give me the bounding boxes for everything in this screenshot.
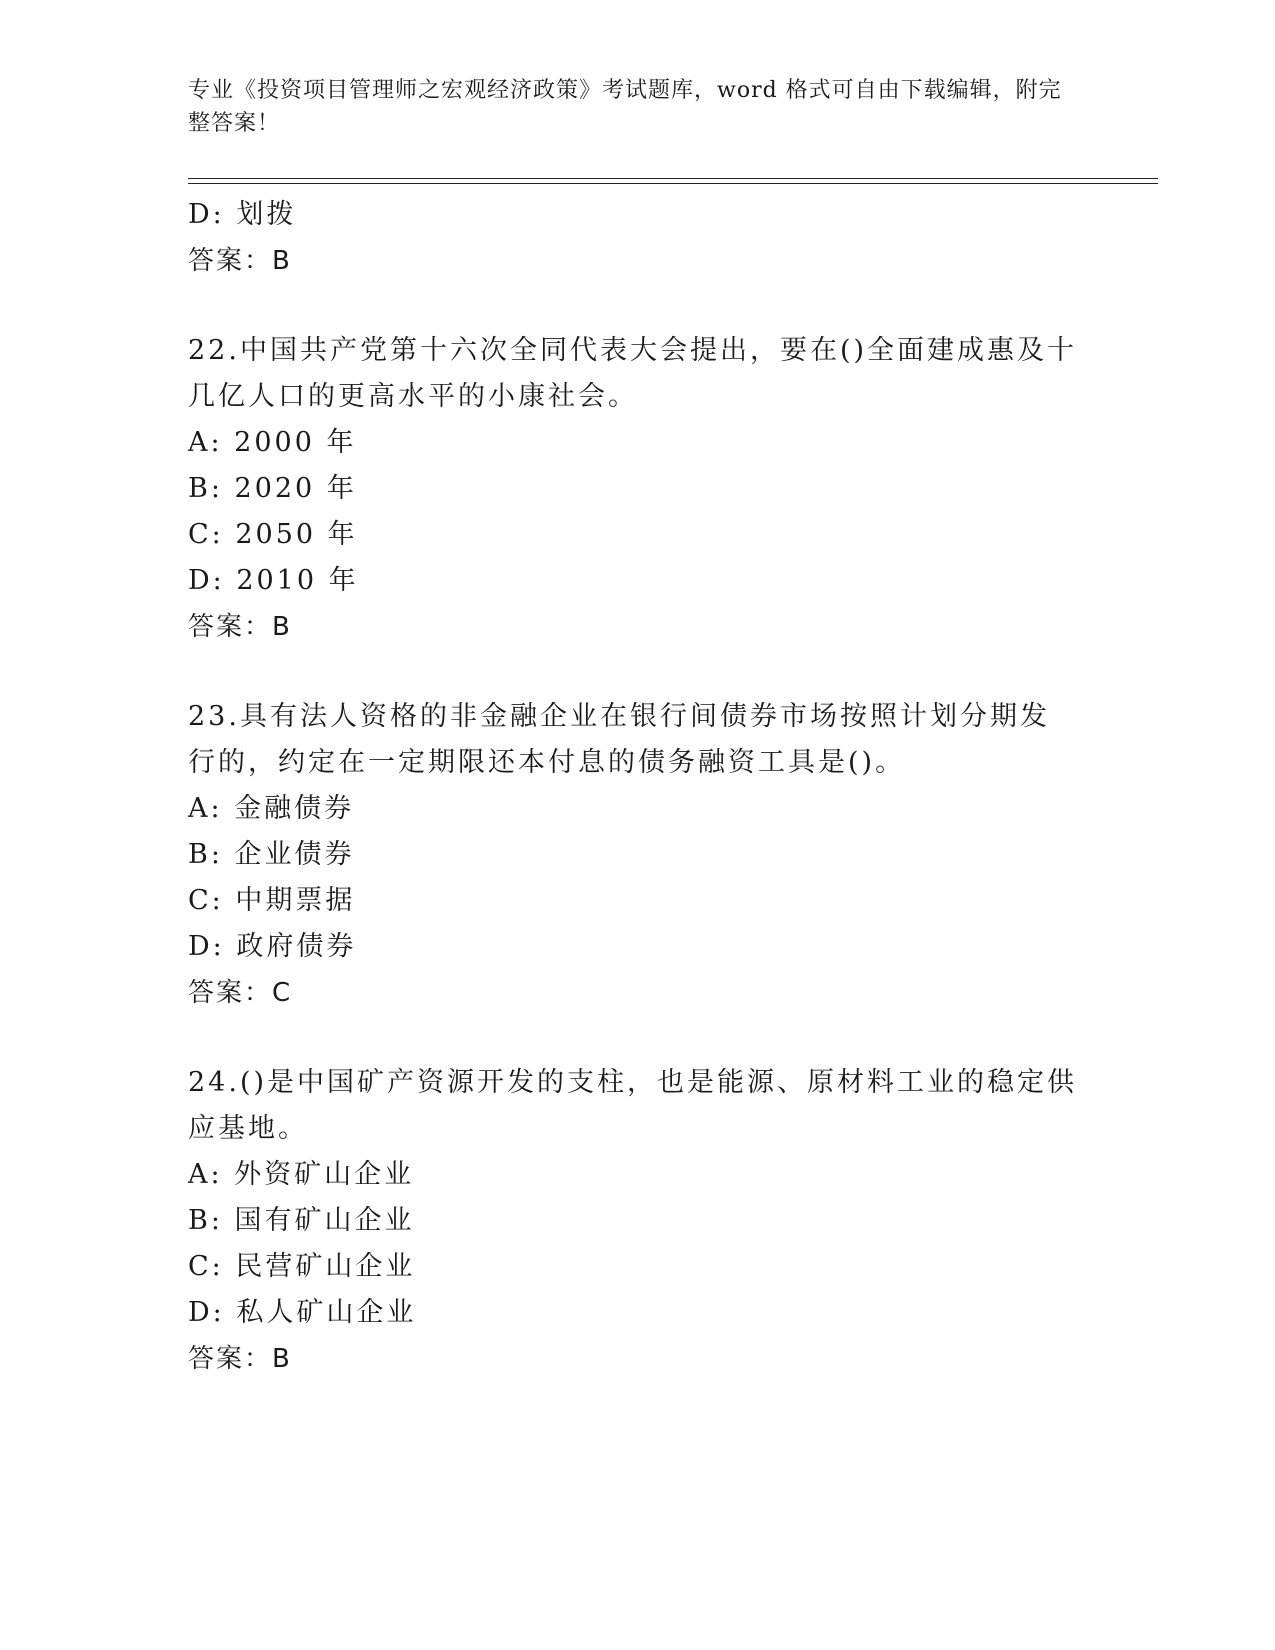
option-a: A: 外资矿山企业: [188, 1159, 415, 1190]
header-divider-top: [188, 178, 1158, 179]
option-c: C: 中期票据: [188, 885, 356, 916]
answer: 答案：B: [188, 246, 292, 276]
option-b: B: 国有矿山企业: [188, 1205, 415, 1236]
question-stem: 23.具有法人资格的非金融企业在银行间债券市场按照计划分期发行的，约定在一定期限还本付息的债务融资工具是()。: [188, 701, 1050, 778]
question-stem: 24.()是中国矿产资源开发的支柱，也是能源、原材料工业的稳定供应基地。: [188, 1067, 1078, 1144]
option-b: B: 2020 年: [188, 473, 357, 504]
answer: 答案：C: [188, 978, 293, 1008]
option-b: B: 企业债券: [188, 839, 355, 870]
option-c: C: 2050 年: [188, 519, 358, 550]
document-header: 专业《投资项目管理师之宏观经济政策》考试题库，word 格式可自由下载编辑，附完整答案！: [188, 78, 1062, 136]
option-d: D: 私人矿山企业: [188, 1297, 417, 1328]
answer: 答案：B: [188, 612, 292, 642]
option-d: D: 政府债券: [188, 931, 357, 962]
question-stem: 22.中国共产党第十六次全同代表大会提出，要在()全面建成惠及十几亿人口的更高水平的小康社会。: [188, 335, 1078, 412]
header-divider-bottom: [188, 183, 1158, 184]
option-d: D: 划拨: [188, 199, 297, 230]
option-c: C: 民营矿山企业: [188, 1251, 416, 1282]
spacer: [188, 1016, 1088, 1060]
option-d: D: 2010 年: [188, 565, 359, 596]
spacer: [188, 284, 1088, 328]
option-a: A: 2000 年: [188, 427, 357, 458]
option-a: A: 金融债券: [188, 793, 355, 824]
answer: 答案：B: [188, 1344, 292, 1374]
spacer: [188, 650, 1088, 694]
question-22: [188, 328, 1088, 650]
question-23: [188, 694, 1088, 1016]
question-24: [188, 1060, 1088, 1382]
question-list: [188, 192, 1088, 1382]
